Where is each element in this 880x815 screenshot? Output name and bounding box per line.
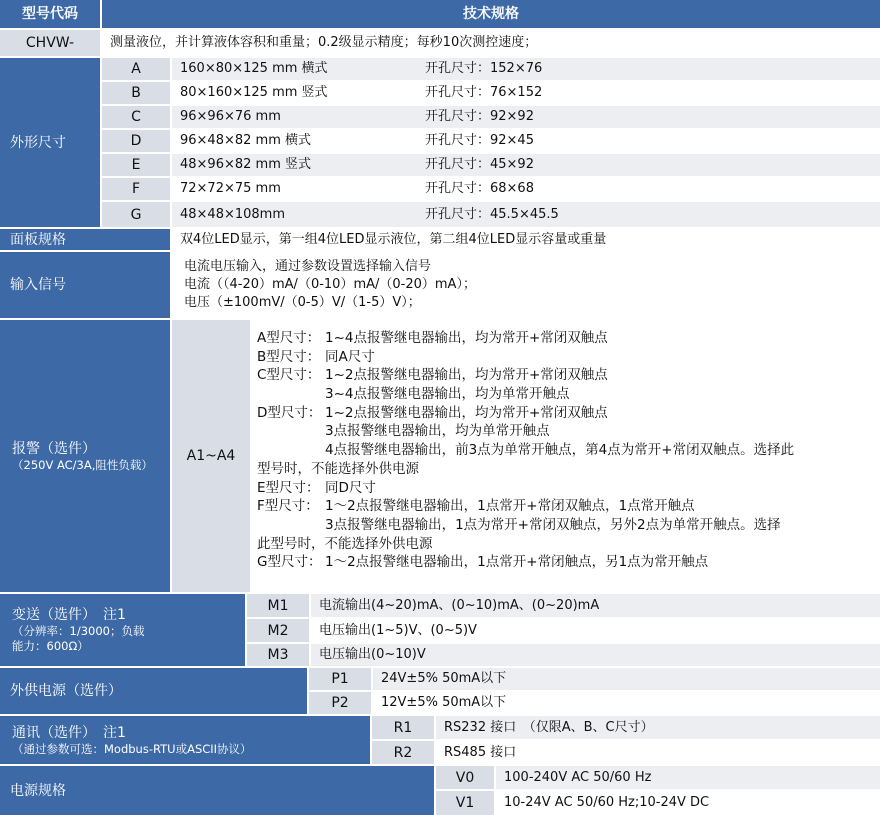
shape-cutout: 开孔尺寸：45.5×45.5 xyxy=(417,202,880,227)
power-code: V0 xyxy=(436,766,494,789)
ext-power-title: 外供电源（选件） xyxy=(0,668,307,714)
transmit-title: 变送（选件） 注1 xyxy=(12,607,126,623)
alarm-text: 此型号时，不能选择外供电源 xyxy=(257,535,433,552)
alarm-text: 同A尺寸 xyxy=(325,348,375,365)
shape-size: 48×96×82 mm 竖式 xyxy=(172,154,417,176)
shape-code: D xyxy=(102,130,170,152)
alarm-text: 4点报警继电器输出，前3点为单常开触点，第4点为常开+常闭双触点。选择此 xyxy=(325,442,795,459)
alarm-title: 报警（选件） xyxy=(12,440,96,457)
shape-code: B xyxy=(102,82,170,104)
shape-size: 48×48×108mm xyxy=(172,202,417,227)
comm-title-cell xyxy=(0,716,370,764)
alarm-type-label: D型尺寸： xyxy=(257,404,322,421)
shape-cutout: 开孔尺寸：92×45 xyxy=(417,130,880,152)
transmit-desc: 电压输出(0~10)V xyxy=(311,644,880,666)
header-model-code: 型号代码 xyxy=(0,0,100,28)
alarm-text: 1～2点报警继电器输出，1点常开+常闭双触点，1点常开触点 xyxy=(325,498,695,515)
alarm-type-label: E型尺寸： xyxy=(257,479,320,496)
alarm-code: A1~A4 xyxy=(172,320,250,592)
ext-power-code: P2 xyxy=(309,692,371,714)
transmit-code: M3 xyxy=(247,644,309,666)
comm-code: R1 xyxy=(372,716,434,739)
input-line: 电流（（4-20）mA/（0-10）mA/（0-20）mA）； xyxy=(184,277,476,292)
alarm-text: 3点报警继电器输出，1点为常开+常闭双触点，另外2点为单常开触点。选择 xyxy=(325,516,781,533)
shape-cutout: 开孔尺寸：92×92 xyxy=(417,106,880,128)
alarm-type-label: A型尺寸： xyxy=(257,330,321,346)
model-desc: 测量液位，并计算液体容积和重量；0.2级显示精度；每秒10次测控速度； xyxy=(102,30,880,56)
alarm-type-label: B型尺寸： xyxy=(257,348,321,365)
alarm-text: 3点报警继电器输出，均为单常开触点 xyxy=(325,423,550,440)
comm-subtitle: （通过参数可选：Modbus-RTU或ASCII协议） xyxy=(12,741,252,756)
shape-cutout: 开孔尺寸：76×152 xyxy=(417,82,880,104)
transmit-code: M1 xyxy=(247,594,309,617)
alarm-type-label: C型尺寸： xyxy=(257,367,321,384)
shape-code: G xyxy=(102,202,170,227)
panel-desc: 双4位LED显示，第一组4位LED显示液位，第二组4位LED显示容量或重量 xyxy=(172,229,880,250)
shape-size: 72×72×75 mm xyxy=(172,178,417,200)
input-line: 电压（±100mV/（0-5）V/（1-5）V）； xyxy=(184,295,421,310)
input-line: 电流电压输入，通过参数设置选择输入信号 xyxy=(184,259,432,274)
alarm-type-label: G型尺寸： xyxy=(257,554,322,571)
shape-size: 160×80×125 mm 横式 xyxy=(172,58,417,80)
power-desc: 100-240V AC 50/60 Hz xyxy=(496,766,880,789)
transmit-subtitle: 能力：600Ω） xyxy=(12,639,89,653)
alarm-type-label: F型尺寸： xyxy=(257,498,319,515)
shape-code: A xyxy=(102,58,170,80)
power-title: 电源规格 xyxy=(0,766,434,815)
shape-title: 外形尺寸 xyxy=(0,58,100,227)
transmit-desc: 电压输出(1~5)V、(0~5)V xyxy=(311,619,880,642)
shape-cutout: 开孔尺寸：45×92 xyxy=(417,154,880,176)
ext-power-desc: 24V±5% 50mA以下 xyxy=(373,668,880,690)
alarm-text: 同D尺寸 xyxy=(325,479,376,496)
power-desc: 10-24V AC 50/60 Hz;10-24V DC xyxy=(496,791,880,815)
alarm-text: 1~2点报警继电器输出，均为常开+常闭双触点 xyxy=(325,367,608,384)
comm-code: R2 xyxy=(372,741,434,764)
shape-cutout: 开孔尺寸：152×76 xyxy=(417,58,880,80)
alarm-desc xyxy=(252,326,880,590)
alarm-title-cell xyxy=(0,320,170,592)
shape-code: C xyxy=(102,106,170,128)
alarm-text: 3~4点报警继电器输出，均为单常开触点 xyxy=(325,386,570,403)
transmit-title-cell xyxy=(0,594,245,666)
shape-cutout: 开孔尺寸：68×68 xyxy=(417,178,880,200)
model-code: CHVW- xyxy=(0,30,100,56)
transmit-code: M2 xyxy=(247,619,309,642)
ext-power-desc: 12V±5% 50mA以下 xyxy=(373,692,880,714)
input-desc xyxy=(172,252,880,318)
comm-desc: RS485 接口 xyxy=(436,741,880,764)
input-title: 输入信号 xyxy=(0,252,170,318)
transmit-subtitle: （分辨率：1/3000；负载 xyxy=(12,624,145,638)
alarm-text: 1~4点报警继电器输出，均为常开+常闭双触点 xyxy=(325,330,608,346)
shape-size: 80×160×125 mm 竖式 xyxy=(172,82,417,104)
alarm-subtitle: （250V AC/3A,阻性负载） xyxy=(12,457,153,472)
shape-size: 96×96×76 mm xyxy=(172,106,417,128)
shape-size: 96×48×82 mm 横式 xyxy=(172,130,417,152)
power-code: V1 xyxy=(436,791,494,815)
alarm-text: 1~2点报警继电器输出，均为常开+常闭双触点 xyxy=(325,404,608,421)
ext-power-code: P1 xyxy=(309,668,371,690)
shape-code: F xyxy=(102,178,170,200)
comm-desc: RS232 接口 （仅限A、B、C尺寸） xyxy=(436,716,880,739)
alarm-text: 型号时，不能选择外供电源 xyxy=(257,460,419,477)
transmit-desc: 电流输出(4~20)mA、(0~10)mA、(0~20)mA xyxy=(311,594,880,617)
alarm-text: 1～2点报警继电器输出，1点常开+常闭触点，另1点为常开触点 xyxy=(325,554,709,571)
shape-code: E xyxy=(102,154,170,176)
panel-title: 面板规格 xyxy=(0,229,170,250)
header-spec: 技术规格 xyxy=(102,0,880,28)
comm-title: 通讯（选件） 注1 xyxy=(12,724,126,741)
